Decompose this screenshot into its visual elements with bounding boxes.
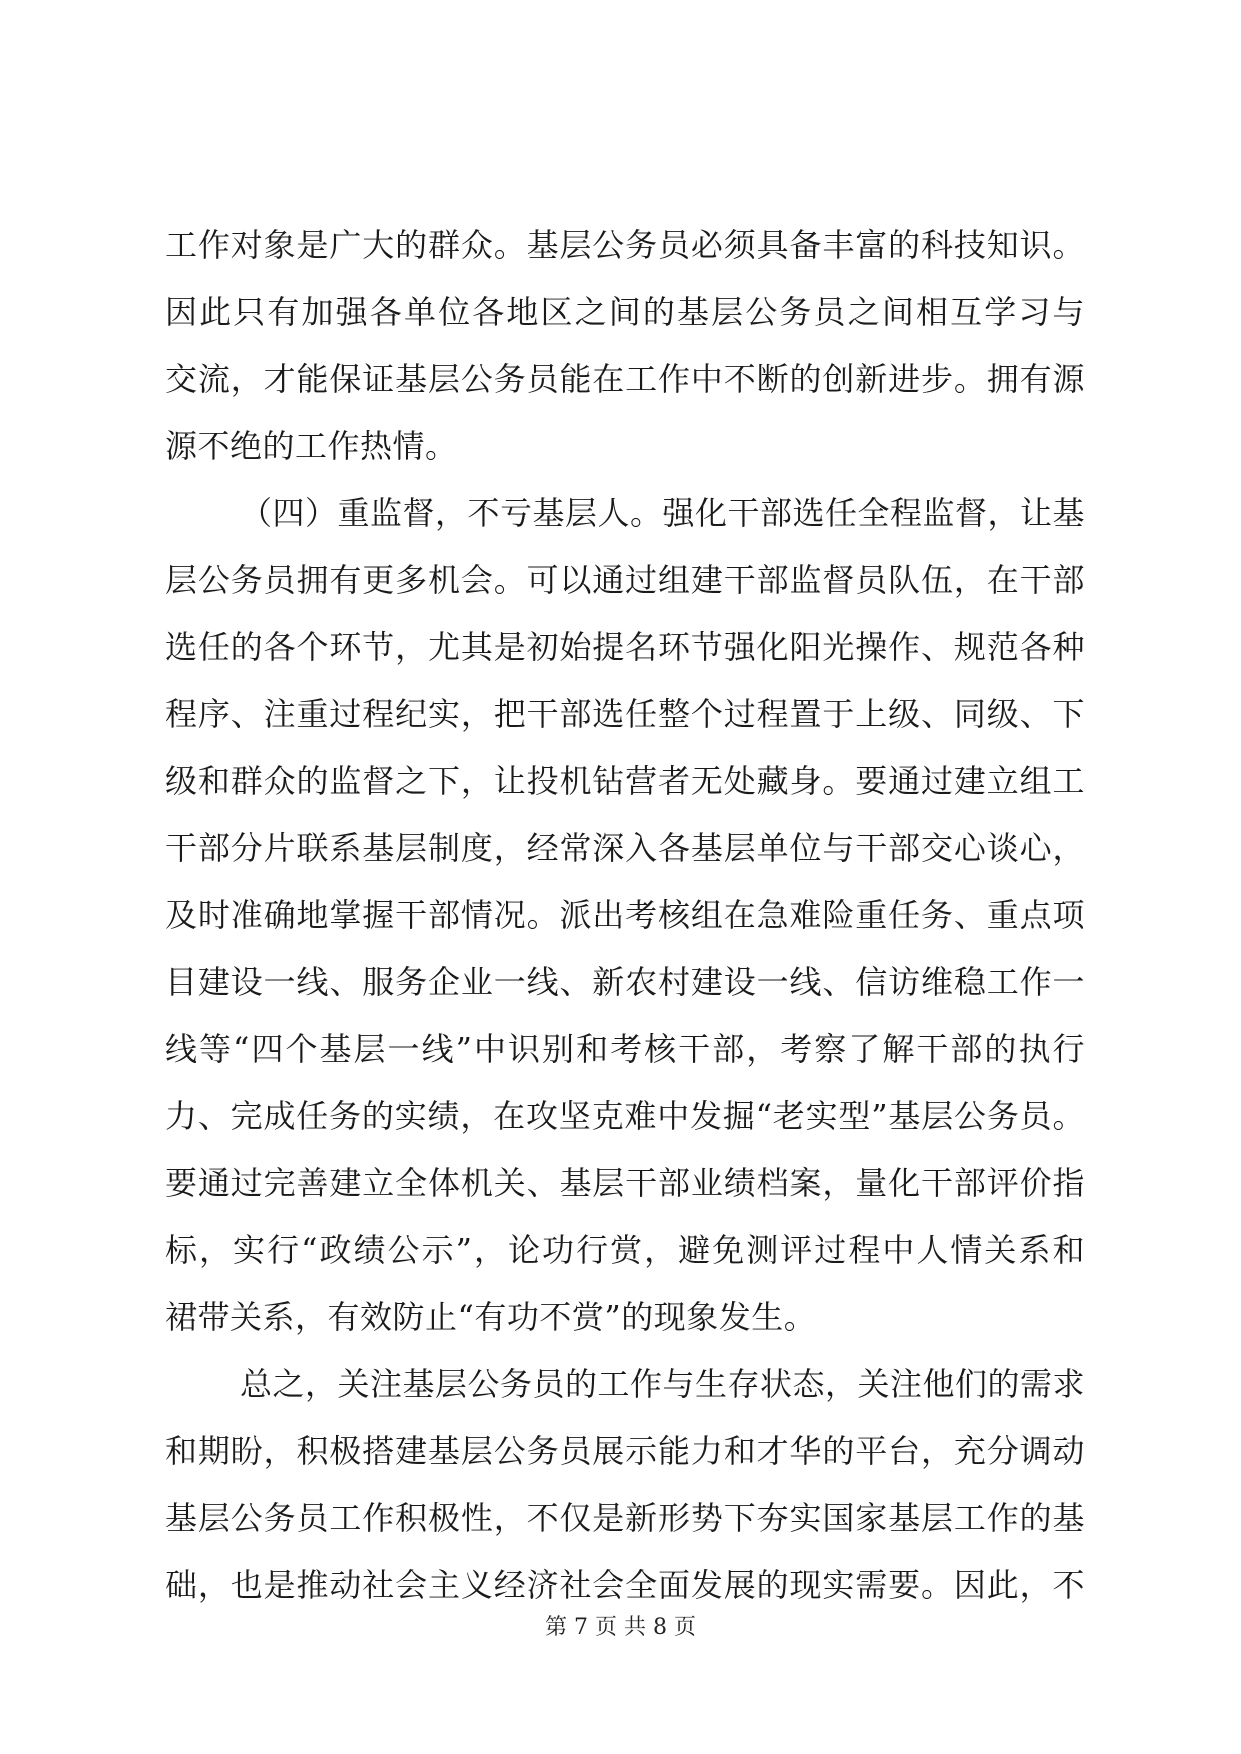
text-line: 交流，才能保证基层公务员能在工作中不断的创新进步。拥有源: [165, 360, 1085, 398]
text-line: 程序、注重过程纪实，把干部选任整个过程置于上级、同级、下: [165, 695, 1085, 733]
text-line: 级和群众的监督之下，让投机钻营者无处藏身。要通过建立组工: [165, 762, 1085, 800]
text-line: 及时准确地掌握干部情况。派出考核组在急难险重任务、重点项: [165, 896, 1085, 934]
text-line: 力、完成任务的实绩，在攻坚克难中发掘“老实型”基层公务员。: [165, 1097, 1085, 1135]
text-line: 裙带关系，有效防止“有功不赏”的现象发生。: [165, 1298, 817, 1336]
text-line: 选任的各个环节，尤其是初始提名环节强化阳光操作、规范各种: [165, 628, 1085, 666]
text-line: 础，也是推动社会主义经济社会全面发展的现实需要。因此，不: [165, 1566, 1085, 1604]
text-line: 总之，关注基层公务员的工作与生存状态，关注他们的需求: [240, 1365, 1086, 1403]
text-line: 源不绝的工作热情。: [165, 427, 458, 465]
text-line: 要通过完善建立全体机关、基层干部业绩档案，量化干部评价指: [165, 1164, 1085, 1202]
text-line: 基层公务员工作积极性，不仅是新形势下夯实国家基层工作的基: [165, 1499, 1085, 1537]
text-line: 线等“四个基层一线”中识别和考核干部，考察了解干部的执行: [165, 1030, 1085, 1068]
text-line: 层公务员拥有更多机会。可以通过组建干部监督员队伍，在干部: [165, 561, 1085, 599]
body-text: [165, 212, 1085, 1619]
paragraph: [165, 212, 1085, 480]
paragraph: [165, 480, 1085, 1351]
text-line: 因此只有加强各单位各地区之间的基层公务员之间相互学习与: [165, 293, 1085, 331]
text-line: 干部分片联系基层制度，经常深入各基层单位与干部交心谈心，: [165, 829, 1085, 867]
paragraph: [165, 1351, 1085, 1619]
text-line: 目建设一线、服务企业一线、新农村建设一线、信访维稳工作一: [165, 963, 1085, 1001]
text-line: 和期盼，积极搭建基层公务员展示能力和才华的平台，充分调动: [165, 1432, 1085, 1470]
text-line: 工作对象是广大的群众。基层公务员必须具备丰富的科技知识。: [165, 226, 1085, 264]
text-line: 标，实行“政绩公示”，论功行赏，避免测评过程中人情关系和: [165, 1231, 1085, 1269]
text-line: （四）重监督，不亏基层人。强化干部选任全程监督，让基: [240, 494, 1086, 532]
page-footer: 第 7 页 共 8 页: [545, 1615, 696, 1640]
